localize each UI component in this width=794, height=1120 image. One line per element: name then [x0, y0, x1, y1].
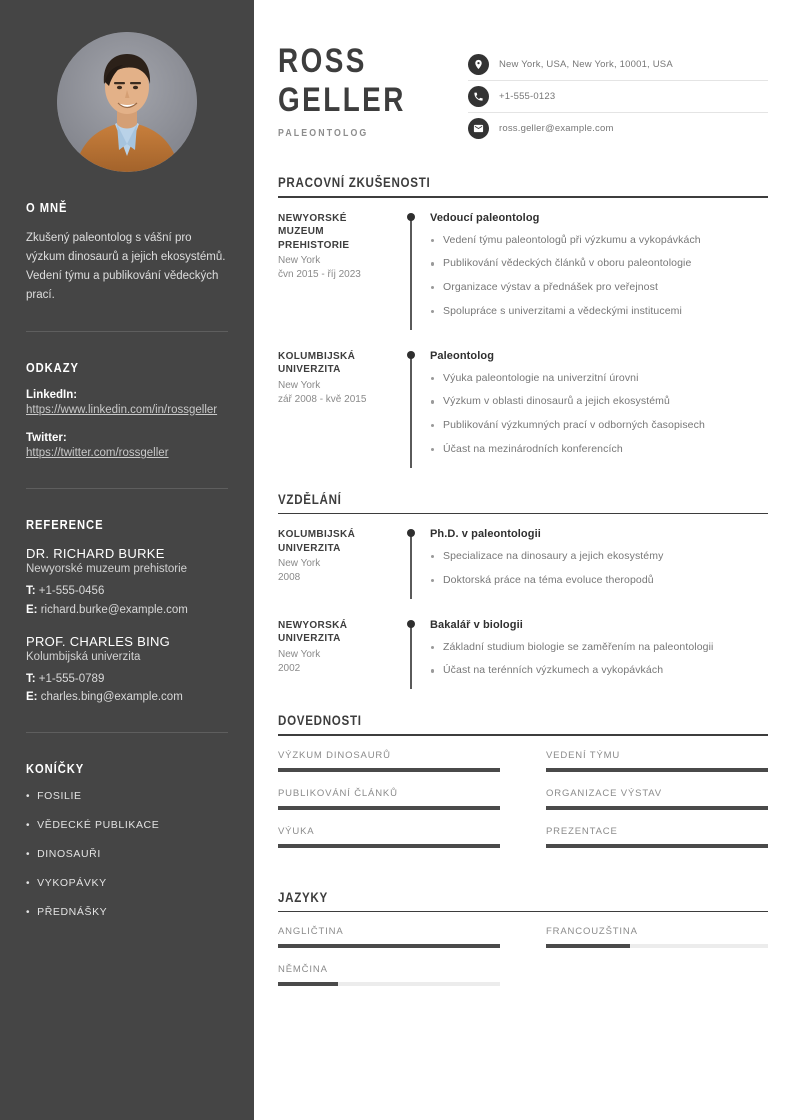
list-item: Účast na terénních výzkumech a vykopávkách [430, 663, 768, 679]
page-title [278, 42, 406, 121]
timeline-rail [400, 528, 422, 597]
first-name: ROSS [278, 42, 367, 80]
entry-org: KOLUMBIJSKÁ UNIVERZITA [278, 350, 356, 376]
reference-phone [26, 583, 228, 600]
entry-dates: zář 2008 - kvě 2015 [278, 393, 367, 405]
entry-location: New York [278, 255, 321, 267]
entry-role: Bakalář v biologii [430, 618, 523, 631]
link-item [26, 432, 228, 462]
skill-label: VÝUKA [278, 825, 315, 837]
languages-grid [278, 926, 768, 1002]
reference-email [26, 689, 228, 706]
list-item: Výuka paleontologie na univerzitní úrovni [430, 371, 768, 387]
list-item [26, 906, 228, 918]
experience-entry [278, 350, 768, 466]
entry-org: KOLUMBIJSKÁ UNIVERZITA [278, 529, 356, 554]
skill-item [546, 750, 768, 772]
skills-heading: DOVEDNOSTI [278, 713, 362, 729]
entry-role: Ph.D. v paleontologii [430, 528, 541, 541]
sidebar-divider-2 [26, 488, 228, 489]
resume-header [278, 42, 768, 149]
last-name: GELLER [278, 81, 406, 120]
entry-location: New York [278, 648, 321, 660]
list-item: Výzkum v oblasti dinosaurů a jejich ekosystémů [430, 394, 768, 410]
location-pin-icon [468, 54, 489, 75]
timeline-dot-icon [407, 213, 415, 221]
list-item: Doktorská práce na téma evoluce theropodů [430, 573, 768, 589]
name-block [278, 42, 434, 139]
profile-photo-illustration [57, 32, 197, 172]
list-item: Publikování výzkumných prací v odborných časopisech [430, 418, 768, 434]
section-rule [278, 734, 768, 736]
entry-meta [278, 619, 400, 688]
skill-label: PREZENTACE [546, 825, 618, 837]
references-section [26, 517, 228, 706]
hobbies-section [26, 761, 228, 918]
phone-value: +1-555-0456 [38, 585, 105, 598]
hobby-label: VYKOPÁVKY [37, 877, 107, 890]
entry-role: Paleontolog [430, 349, 495, 362]
skill-label: PUBLIKOVÁNÍ ČLÁNKŮ [278, 787, 398, 799]
languages-heading: JAZYKY [278, 889, 328, 905]
skill-item [278, 788, 500, 810]
reference-phone [26, 671, 228, 688]
hobby-label: PŘEDNÁŠKY [37, 906, 108, 919]
language-bar-fill [278, 944, 500, 948]
skill-bar-fill [546, 844, 768, 848]
entry-body [422, 212, 768, 328]
entry-bullets [430, 640, 768, 680]
job-title: PALEONTOLOG [278, 127, 369, 139]
email-value: charles.bing@example.com [40, 691, 183, 704]
language-label: FRANCOUZŠTINA [546, 926, 638, 938]
experience-section [278, 175, 768, 466]
skill-bar-fill [546, 768, 768, 772]
skill-item [546, 826, 768, 848]
list-item: Účast na mezinárodních konferencích [430, 442, 768, 458]
bullet-dot-icon: • [26, 820, 31, 832]
main-content [254, 0, 794, 1120]
skill-bar-track [278, 806, 500, 810]
skills-section [278, 713, 768, 864]
profile-photo [57, 32, 197, 172]
timeline-rail [400, 350, 422, 466]
phone-prefix: T: [26, 672, 36, 685]
entry-org: NEWYORSKÁ UNIVERZITA [278, 619, 348, 645]
section-rule [278, 911, 768, 913]
timeline-line [410, 624, 411, 690]
timeline-line [410, 217, 411, 330]
skill-bar-track [546, 768, 768, 772]
timeline-line [410, 355, 411, 468]
list-item: Spolupráce s univerzitami a vědeckými institucemi [430, 304, 768, 320]
skill-item [278, 750, 500, 772]
links-section [26, 360, 228, 463]
list-item: Specializace na dinosaury a jejich ekosystémy [430, 549, 768, 565]
timeline-dot-icon [407, 351, 415, 359]
list-item [26, 877, 228, 889]
entry-dates: 2008 [278, 572, 301, 584]
entry-meta [278, 528, 400, 597]
entry-spacer [278, 328, 768, 350]
section-rule [278, 513, 768, 515]
email-prefix: E: [26, 604, 38, 617]
reference-org: Kolumbijská univerzita [26, 650, 141, 663]
list-item: Publikování vědeckých článků v oboru paleontologie [430, 256, 768, 272]
sidebar [0, 0, 254, 1120]
sidebar-divider-1 [26, 331, 228, 332]
skill-bar-fill [278, 844, 500, 848]
skill-item [546, 788, 768, 810]
skill-bar-track [546, 844, 768, 848]
sidebar-divider-3 [26, 732, 228, 733]
contact-address-row [468, 54, 768, 81]
entry-location: New York [278, 558, 321, 570]
bullet-dot-icon: • [26, 878, 31, 890]
hobby-label: DINOSAUŘI [37, 848, 101, 861]
linkedin-link[interactable]: https://www.linkedin.com/in/rossgeller [26, 403, 218, 416]
timeline-dot-icon [407, 620, 415, 628]
bullet-dot-icon: • [26, 849, 31, 861]
skill-bar-fill [278, 806, 500, 810]
entry-meta [278, 212, 400, 328]
email-prefix: E: [26, 691, 38, 704]
language-item [278, 926, 500, 948]
timeline-dot-icon [407, 529, 415, 537]
skill-bar-fill [546, 806, 768, 810]
timeline-rail [400, 212, 422, 328]
language-bar-fill [278, 982, 338, 986]
languages-section [278, 890, 768, 1003]
skill-label: VÝZKUM DINOSAURŮ [278, 749, 391, 761]
hobby-label: FOSILIE [37, 790, 82, 803]
list-item: Základní studium biologie se zaměřením na paleontologii [430, 640, 768, 656]
reference-item [26, 634, 228, 706]
education-entry [278, 619, 768, 688]
skills-grid [278, 750, 768, 864]
hobby-label: VĚDECKÉ PUBLIKACE [37, 819, 160, 832]
entry-role: Vedoucí paleontolog [430, 211, 540, 224]
list-item [26, 819, 228, 831]
list-item [26, 790, 228, 802]
entry-location: New York [278, 379, 321, 391]
entry-dates: čvn 2015 - říj 2023 [278, 269, 361, 281]
links-heading: ODKAZY [26, 359, 79, 375]
education-section [278, 492, 768, 688]
entry-spacer [278, 597, 768, 619]
bullet-dot-icon: • [26, 907, 31, 919]
contact-list [468, 54, 768, 149]
avatar [26, 32, 228, 172]
about-text: Zkušený paleontolog s vášní pro výzkum dinosaurů a jejich ekosystémů. Vedení týmu a publikování vědeckých prací. [26, 232, 226, 301]
education-heading: VZDĚLÁNÍ [278, 491, 342, 507]
reference-name: PROF. CHARLES BING [26, 633, 171, 649]
entry-dates: 2002 [278, 662, 301, 674]
phone-text: +1-555-0123 [499, 91, 556, 102]
reference-org: Newyorské muzeum prehistorie [26, 563, 188, 576]
language-label: NĚMČINA [278, 964, 328, 976]
entry-bullets [430, 371, 768, 458]
experience-heading: PRACOVNÍ ZKUŠENOSTI [278, 175, 431, 190]
education-entry [278, 528, 768, 597]
timeline-line [410, 533, 411, 599]
entry-org: NEWYORSKÉ MUZEUM PREHISTORIE [278, 212, 350, 251]
reference-item [26, 546, 228, 618]
entry-body [422, 350, 768, 466]
hobbies-heading: KONÍČKY [26, 761, 85, 777]
phone-value: +1-555-0789 [38, 672, 105, 685]
entry-meta [278, 350, 400, 466]
reference-name: DR. RICHARD BURKE [26, 546, 165, 562]
language-label: ANGLIČTINA [278, 926, 344, 938]
list-item: Vedení týmu paleontologů při výzkumu a vykopávkách [430, 233, 768, 249]
language-item [278, 964, 500, 986]
section-rule [278, 196, 768, 198]
address-text: New York, USA, New York, 10001, USA [499, 59, 673, 70]
reference-email [26, 602, 228, 619]
contact-email-row [468, 118, 768, 144]
phone-icon [468, 86, 489, 107]
entry-body [422, 528, 768, 597]
email-value: richard.burke@example.com [40, 604, 188, 617]
skill-label: ORGANIZACE VÝSTAV [546, 787, 662, 799]
entry-bullets [430, 233, 768, 320]
contact-phone-row [468, 86, 768, 113]
references-heading: REFERENCE [26, 517, 104, 533]
bullet-dot-icon: • [26, 791, 31, 803]
language-bar-fill [546, 944, 630, 948]
list-item: Organizace výstav a přednášek pro veřejnost [430, 280, 768, 296]
skill-bar-fill [278, 768, 500, 772]
skill-bar-track [278, 768, 500, 772]
twitter-link[interactable]: https://twitter.com/rossgeller [26, 447, 169, 460]
envelope-icon [468, 118, 489, 139]
skill-label: VEDENÍ TÝMU [546, 749, 621, 761]
entry-body [422, 619, 768, 688]
language-item [546, 926, 768, 948]
link-label: Twitter: [26, 432, 67, 445]
link-item [26, 389, 228, 419]
about-heading: O MNĚ [26, 200, 68, 215]
phone-prefix: T: [26, 585, 36, 598]
language-bar-track [278, 982, 500, 986]
link-label: LinkedIn: [26, 388, 78, 401]
list-item [26, 848, 228, 860]
email-text: ross.geller@example.com [499, 123, 614, 134]
skill-item [278, 826, 500, 848]
language-bar-track [278, 944, 500, 948]
skill-bar-track [546, 806, 768, 810]
timeline-rail [400, 619, 422, 688]
about-section [26, 200, 228, 305]
language-bar-track [546, 944, 768, 948]
experience-entry [278, 212, 768, 328]
skill-bar-track [278, 844, 500, 848]
entry-bullets [430, 549, 768, 589]
